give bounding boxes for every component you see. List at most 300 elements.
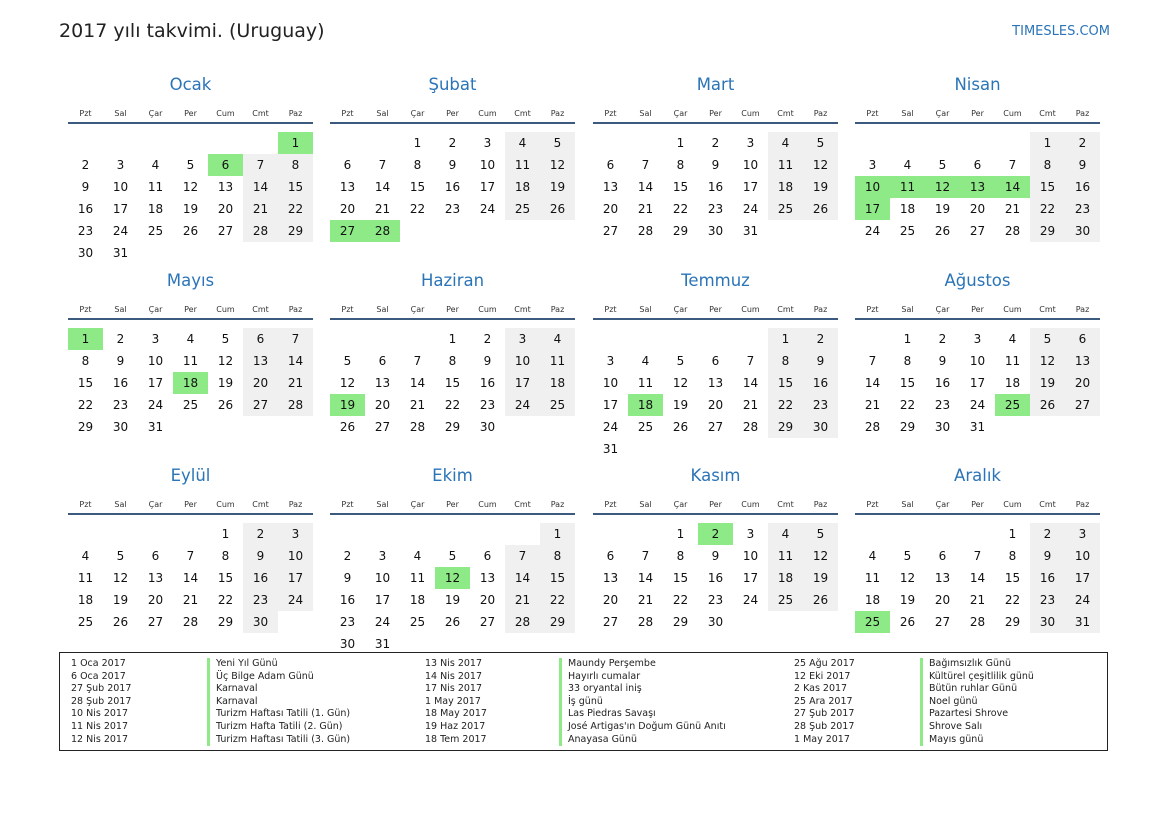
day-cell: 6 xyxy=(243,328,278,350)
weekday-header: Paz xyxy=(550,500,565,509)
day-cell: 24 xyxy=(969,398,986,412)
day-cell: 25 xyxy=(899,224,916,238)
day-cell: 30 xyxy=(1065,220,1100,242)
day-cell: 8 xyxy=(676,158,685,172)
day-cell: 8 xyxy=(221,549,230,563)
day-cell: 21 xyxy=(243,198,278,220)
day-cell: 8 xyxy=(1030,154,1065,176)
day-cell: 18 xyxy=(768,567,803,589)
day-cell: 4 xyxy=(540,328,575,350)
day-cell: 26 xyxy=(182,224,199,238)
day-cell: 4 xyxy=(505,132,540,154)
holiday-day-cell: 11 xyxy=(890,176,925,198)
weekday-header: Çar xyxy=(410,500,425,509)
weekday-header: Cum xyxy=(741,500,760,509)
legend-holiday-name: Üç Bilge Adam Günü xyxy=(207,671,350,684)
day-cell: 8 xyxy=(1008,549,1017,563)
weekday-header: Paz xyxy=(288,109,303,118)
day-cell: 3 xyxy=(746,136,755,150)
month-name: Ağustos xyxy=(944,271,1011,290)
month-divider xyxy=(68,318,313,320)
day-cell: 2 xyxy=(81,158,90,172)
legend-date: 12 Nis 2017 xyxy=(71,733,128,745)
day-cell: 23 xyxy=(1030,589,1065,611)
day-cell: 9 xyxy=(803,350,838,372)
weekday-header: Sal xyxy=(901,500,914,509)
legend-name-column xyxy=(207,658,350,746)
weekday-header: Cum xyxy=(216,500,235,509)
weekday-header: Paz xyxy=(1075,500,1090,509)
day-cell: 21 xyxy=(637,593,654,607)
day-cell: 17 xyxy=(602,398,619,412)
weekday-header: Paz xyxy=(288,500,303,509)
day-cell: 26 xyxy=(934,224,951,238)
day-cell: 28 xyxy=(278,394,313,416)
day-cell: 30 xyxy=(1030,611,1065,633)
day-cell: 8 xyxy=(413,158,422,172)
day-cell: 20 xyxy=(147,593,164,607)
day-cell: 1 xyxy=(540,523,575,545)
day-cell: 5 xyxy=(186,158,195,172)
day-cell: 14 xyxy=(969,571,986,585)
day-cell: 22 xyxy=(409,202,426,216)
day-cell: 23 xyxy=(112,398,129,412)
day-cell: 5 xyxy=(1030,328,1065,350)
day-cell: 1 xyxy=(903,332,912,346)
day-cell: 10 xyxy=(742,158,759,172)
weekday-header: Sal xyxy=(114,500,127,509)
day-cell: 2 xyxy=(483,332,492,346)
day-cell: 17 xyxy=(505,372,540,394)
holiday-day-cell: 13 xyxy=(960,176,995,198)
day-cell: 19 xyxy=(1030,372,1065,394)
weekday-header: Pzt xyxy=(866,305,879,314)
weekday-header: Cmt xyxy=(1039,500,1056,509)
weekday-header: Çar xyxy=(935,500,950,509)
day-cell: 1 xyxy=(221,527,230,541)
legend-date-column xyxy=(71,658,131,746)
day-cell: 6 xyxy=(151,549,160,563)
day-cell: 4 xyxy=(1008,332,1017,346)
day-cell: 10 xyxy=(1065,545,1100,567)
day-cell: 22 xyxy=(278,198,313,220)
weekday-header: Pzt xyxy=(866,500,879,509)
day-cell: 6 xyxy=(711,354,720,368)
day-cell: 14 xyxy=(182,571,199,585)
day-cell: 13 xyxy=(1065,350,1100,372)
day-cell: 19 xyxy=(803,567,838,589)
day-cell: 4 xyxy=(186,332,195,346)
day-cell: 2 xyxy=(1065,132,1100,154)
day-cell: 14 xyxy=(637,180,654,194)
day-cell: 25 xyxy=(505,198,540,220)
holiday-day-cell: 18 xyxy=(173,372,208,394)
weekday-header: Per xyxy=(971,109,984,118)
weekday-header: Çar xyxy=(148,500,163,509)
day-cell: 19 xyxy=(934,202,951,216)
weekday-header: Pzt xyxy=(79,500,92,509)
legend-holiday-name: Turizm Haftası Tatili (3. Gün) xyxy=(207,734,350,747)
day-cell: 1 xyxy=(768,328,803,350)
day-cell: 22 xyxy=(672,202,689,216)
weekday-header: Sal xyxy=(114,305,127,314)
day-cell: 1 xyxy=(448,332,457,346)
weekday-header: Per xyxy=(446,109,459,118)
day-cell: 22 xyxy=(217,593,234,607)
weekday-header: Cum xyxy=(741,109,760,118)
day-cell: 22 xyxy=(672,593,689,607)
month-divider xyxy=(330,513,575,515)
day-cell: 9 xyxy=(711,549,720,563)
day-cell: 2 xyxy=(1030,523,1065,545)
holiday-day-cell: 25 xyxy=(995,394,1030,416)
weekday-header: Sal xyxy=(901,305,914,314)
day-cell: 27 xyxy=(479,615,496,629)
day-cell: 7 xyxy=(973,549,982,563)
month-name: Ocak xyxy=(169,75,212,94)
day-cell: 12 xyxy=(339,376,356,390)
weekday-header: Paz xyxy=(813,500,828,509)
day-cell: 20 xyxy=(217,202,234,216)
day-cell: 25 xyxy=(182,398,199,412)
day-cell: 28 xyxy=(1004,224,1021,238)
day-cell: 31 xyxy=(147,420,164,434)
day-cell: 23 xyxy=(444,202,461,216)
day-cell: 27 xyxy=(217,224,234,238)
month-divider xyxy=(68,513,313,515)
day-cell: 20 xyxy=(934,593,951,607)
day-cell: 10 xyxy=(278,545,313,567)
day-cell: 19 xyxy=(672,398,689,412)
weekday-header: Cum xyxy=(478,500,497,509)
weekday-header: Sal xyxy=(376,500,389,509)
day-cell: 17 xyxy=(374,593,391,607)
day-cell: 9 xyxy=(483,354,492,368)
weekday-header: Sal xyxy=(639,500,652,509)
day-cell: 26 xyxy=(672,420,689,434)
holiday-day-cell: 14 xyxy=(995,176,1030,198)
day-cell: 12 xyxy=(112,571,129,585)
day-cell: 30 xyxy=(339,637,356,651)
day-cell: 11 xyxy=(1004,354,1021,368)
day-cell: 25 xyxy=(540,394,575,416)
holiday-day-cell: 19 xyxy=(330,394,365,416)
day-cell: 4 xyxy=(903,158,912,172)
day-cell: 20 xyxy=(969,202,986,216)
weekday-header: Per xyxy=(709,109,722,118)
day-cell: 8 xyxy=(278,154,313,176)
day-cell: 5 xyxy=(803,523,838,545)
day-cell: 25 xyxy=(768,589,803,611)
weekday-header: Paz xyxy=(288,305,303,314)
weekday-header: Cum xyxy=(478,109,497,118)
day-cell: 17 xyxy=(742,180,759,194)
day-cell: 10 xyxy=(602,376,619,390)
day-cell: 23 xyxy=(479,398,496,412)
weekday-header: Cmt xyxy=(777,109,794,118)
day-cell: 28 xyxy=(742,420,759,434)
day-cell: 28 xyxy=(409,420,426,434)
legend-name-column xyxy=(559,658,726,746)
day-cell: 30 xyxy=(707,615,724,629)
day-cell: 28 xyxy=(505,611,540,633)
day-cell: 19 xyxy=(803,176,838,198)
day-cell: 27 xyxy=(602,224,619,238)
month-divider xyxy=(593,513,838,515)
day-cell: 15 xyxy=(540,567,575,589)
day-cell: 17 xyxy=(1065,567,1100,589)
day-cell: 27 xyxy=(147,615,164,629)
day-cell: 29 xyxy=(672,615,689,629)
day-cell: 3 xyxy=(278,523,313,545)
weekday-header: Çar xyxy=(410,109,425,118)
weekday-header: Cum xyxy=(1003,109,1022,118)
day-cell: 24 xyxy=(147,398,164,412)
day-cell: 19 xyxy=(112,593,129,607)
day-cell: 9 xyxy=(116,354,125,368)
day-cell: 11 xyxy=(637,376,654,390)
day-cell: 4 xyxy=(868,549,877,563)
day-cell: 8 xyxy=(903,354,912,368)
day-cell: 10 xyxy=(374,571,391,585)
day-cell: 19 xyxy=(444,593,461,607)
day-cell: 16 xyxy=(707,180,724,194)
day-cell: 3 xyxy=(973,332,982,346)
day-cell: 13 xyxy=(602,180,619,194)
holiday-day-cell: 6 xyxy=(208,154,243,176)
day-cell: 13 xyxy=(147,571,164,585)
day-cell: 20 xyxy=(243,372,278,394)
day-cell: 26 xyxy=(803,589,838,611)
weekday-header: Pzt xyxy=(604,305,617,314)
day-cell: 13 xyxy=(374,376,391,390)
day-cell: 19 xyxy=(217,376,234,390)
weekday-header: Pzt xyxy=(604,109,617,118)
day-cell: 3 xyxy=(606,354,615,368)
day-cell: 18 xyxy=(899,202,916,216)
day-cell: 8 xyxy=(81,354,90,368)
day-cell: 6 xyxy=(606,158,615,172)
day-cell: 14 xyxy=(742,376,759,390)
weekday-header: Paz xyxy=(1075,109,1090,118)
day-cell: 6 xyxy=(343,158,352,172)
legend-holiday-name: Noel günü xyxy=(920,696,1034,709)
day-cell: 19 xyxy=(540,176,575,198)
day-cell: 11 xyxy=(182,354,199,368)
month-name: Haziran xyxy=(420,271,485,290)
day-cell: 16 xyxy=(707,571,724,585)
day-cell: 22 xyxy=(540,589,575,611)
day-cell: 21 xyxy=(637,202,654,216)
day-cell: 11 xyxy=(768,545,803,567)
legend-date: 28 Şub 2017 xyxy=(71,695,132,707)
legend-holiday-name: Pazartesi Shrove xyxy=(920,708,1034,721)
day-cell: 24 xyxy=(742,593,759,607)
day-cell: 13 xyxy=(934,571,951,585)
weekday-header: Paz xyxy=(813,305,828,314)
day-cell: 19 xyxy=(899,593,916,607)
weekday-header: Paz xyxy=(550,109,565,118)
legend-holiday-name: Bağımsızlık Günü xyxy=(920,658,1034,671)
day-cell: 4 xyxy=(641,354,650,368)
day-cell: 26 xyxy=(112,615,129,629)
day-cell: 4 xyxy=(81,549,90,563)
day-cell: 13 xyxy=(243,350,278,372)
day-cell: 13 xyxy=(339,180,356,194)
day-cell: 14 xyxy=(243,176,278,198)
weekday-header: Sal xyxy=(639,109,652,118)
day-cell: 26 xyxy=(1030,394,1065,416)
day-cell: 4 xyxy=(768,523,803,545)
weekday-header: Sal xyxy=(114,109,127,118)
day-cell: 17 xyxy=(479,180,496,194)
legend-holiday-name: Mayıs günü xyxy=(920,734,1034,747)
day-cell: 15 xyxy=(1004,571,1021,585)
day-cell: 8 xyxy=(676,549,685,563)
weekday-header: Paz xyxy=(813,109,828,118)
day-cell: 25 xyxy=(147,224,164,238)
day-cell: 5 xyxy=(938,158,947,172)
day-cell: 4 xyxy=(768,132,803,154)
month-name: Nisan xyxy=(954,75,1001,94)
day-cell: 22 xyxy=(77,398,94,412)
day-cell: 13 xyxy=(479,571,496,585)
holiday-legend xyxy=(59,652,1108,751)
day-cell: 29 xyxy=(540,611,575,633)
day-cell: 29 xyxy=(672,224,689,238)
legend-holiday-name: 33 oryantal iniş xyxy=(559,683,726,696)
day-cell: 12 xyxy=(899,571,916,585)
day-cell: 7 xyxy=(1008,158,1017,172)
legend-date: 12 Eki 2017 xyxy=(794,670,851,682)
day-cell: 29 xyxy=(278,220,313,242)
weekday-header: Cum xyxy=(741,305,760,314)
weekday-header: Per xyxy=(709,500,722,509)
holiday-day-cell: 28 xyxy=(365,220,400,242)
day-cell: 13 xyxy=(707,376,724,390)
day-cell: 28 xyxy=(969,615,986,629)
day-cell: 3 xyxy=(505,328,540,350)
day-cell: 3 xyxy=(868,158,877,172)
weekday-header: Cmt xyxy=(777,305,794,314)
day-cell: 28 xyxy=(864,420,881,434)
day-cell: 6 xyxy=(938,549,947,563)
day-cell: 16 xyxy=(243,567,278,589)
legend-date: 2 Kas 2017 xyxy=(794,683,848,695)
legend-date: 14 Nis 2017 xyxy=(425,670,482,682)
site-brand-link[interactable]: TIMESLES.COM xyxy=(1012,24,1110,39)
day-cell: 10 xyxy=(479,158,496,172)
weekday-header: Cum xyxy=(478,305,497,314)
day-cell: 20 xyxy=(602,202,619,216)
holiday-day-cell: 25 xyxy=(855,611,890,633)
weekday-header: Cum xyxy=(1003,500,1022,509)
day-cell: 10 xyxy=(505,350,540,372)
day-cell: 29 xyxy=(77,420,94,434)
legend-date: 1 Oca 2017 xyxy=(71,658,126,669)
day-cell: 25 xyxy=(768,198,803,220)
day-cell: 11 xyxy=(864,571,881,585)
day-cell: 18 xyxy=(77,593,94,607)
day-cell: 29 xyxy=(217,615,234,629)
day-cell: 9 xyxy=(448,158,457,172)
day-cell: 6 xyxy=(973,158,982,172)
weekday-header: Cmt xyxy=(777,500,794,509)
day-cell: 15 xyxy=(672,571,689,585)
day-cell: 3 xyxy=(151,332,160,346)
legend-date: 27 Şub 2017 xyxy=(794,708,855,720)
day-cell: 15 xyxy=(444,376,461,390)
day-cell: 24 xyxy=(864,224,881,238)
weekday-header: Per xyxy=(971,500,984,509)
holiday-day-cell: 1 xyxy=(68,328,103,350)
day-cell: 12 xyxy=(672,376,689,390)
day-cell: 17 xyxy=(969,376,986,390)
weekday-header: Sal xyxy=(376,305,389,314)
day-cell: 13 xyxy=(602,571,619,585)
weekday-header: Per xyxy=(446,500,459,509)
day-cell: 6 xyxy=(378,354,387,368)
day-cell: 1 xyxy=(676,527,685,541)
day-cell: 15 xyxy=(409,180,426,194)
day-cell: 21 xyxy=(742,398,759,412)
day-cell: 2 xyxy=(343,549,352,563)
month-name: Temmuz xyxy=(681,271,750,290)
weekday-header: Pzt xyxy=(604,500,617,509)
day-cell: 30 xyxy=(934,420,951,434)
weekday-header: Sal xyxy=(639,305,652,314)
holiday-day-cell: 1 xyxy=(278,132,313,154)
day-cell: 22 xyxy=(1004,593,1021,607)
day-cell: 12 xyxy=(540,154,575,176)
weekday-header: Çar xyxy=(673,109,688,118)
legend-date: 19 Haz 2017 xyxy=(425,720,486,732)
day-cell: 15 xyxy=(217,571,234,585)
day-cell: 8 xyxy=(448,354,457,368)
day-cell: 3 xyxy=(378,549,387,563)
weekday-header: Çar xyxy=(673,305,688,314)
day-cell: 31 xyxy=(742,224,759,238)
day-cell: 1 xyxy=(1030,132,1065,154)
weekday-header: Cmt xyxy=(252,500,269,509)
day-cell: 9 xyxy=(711,158,720,172)
day-cell: 9 xyxy=(1065,154,1100,176)
weekday-header: Cmt xyxy=(514,305,531,314)
day-cell: 29 xyxy=(1030,220,1065,242)
day-cell: 29 xyxy=(444,420,461,434)
day-cell: 23 xyxy=(707,593,724,607)
day-cell: 7 xyxy=(243,154,278,176)
day-cell: 27 xyxy=(1065,394,1100,416)
day-cell: 21 xyxy=(864,398,881,412)
day-cell: 30 xyxy=(803,416,838,438)
legend-holiday-name: Turizm Hafta Tatili (2. Gün) xyxy=(207,721,350,734)
day-cell: 2 xyxy=(938,332,947,346)
weekday-header: Pzt xyxy=(79,305,92,314)
day-cell: 17 xyxy=(278,567,313,589)
month-divider xyxy=(593,122,838,124)
day-cell: 20 xyxy=(339,202,356,216)
day-cell: 12 xyxy=(1030,350,1065,372)
day-cell: 8 xyxy=(540,545,575,567)
day-cell: 20 xyxy=(479,593,496,607)
day-cell: 23 xyxy=(803,394,838,416)
weekday-header: Cmt xyxy=(1039,109,1056,118)
day-cell: 3 xyxy=(1065,523,1100,545)
weekday-header: Cmt xyxy=(252,305,269,314)
legend-holiday-name: İş günü xyxy=(559,696,726,709)
day-cell: 6 xyxy=(1065,328,1100,350)
